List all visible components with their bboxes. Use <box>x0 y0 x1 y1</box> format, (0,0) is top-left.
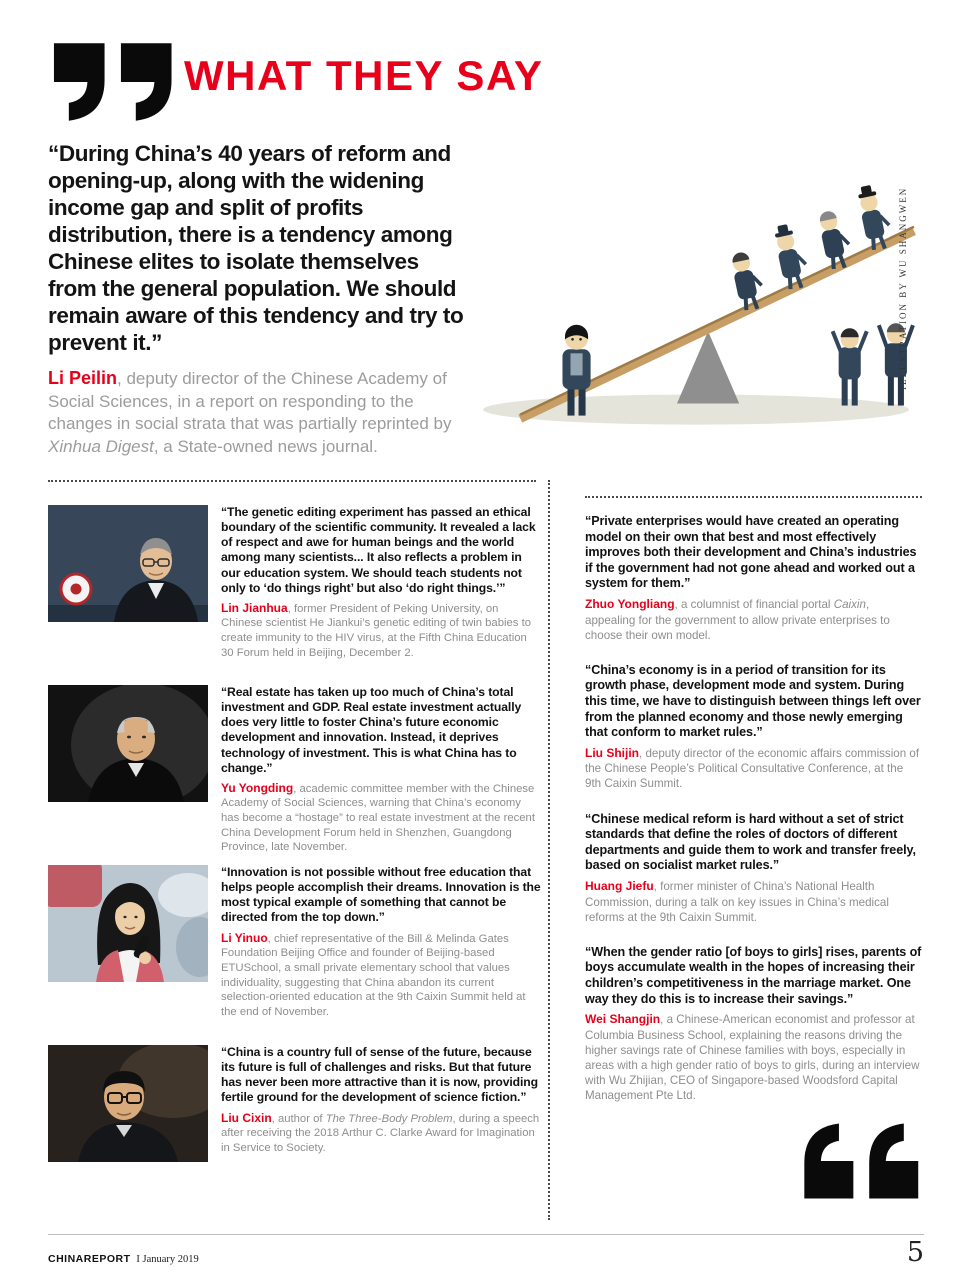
quote-text: “Real estate has taken up too much of China’s total investment and GDP. Real estate investment actually does very little to foster China’s future economic development and innovation. Instead, it deprives technology of investment. This is what China has to change.” <box>221 685 522 775</box>
attribution <box>585 746 922 792</box>
quote-entry-liu-shijin <box>585 663 922 792</box>
footer-left <box>48 1253 199 1265</box>
quote-text: “China is a country full of sense of the future, because its future is full of challenges and risks. But that future has never been more attractive than it is now, providing fertile ground for the development of science fiction.” <box>221 1045 538 1105</box>
quote-entry-yu-yongding <box>48 685 541 855</box>
attribution <box>585 1012 922 1103</box>
speaker-name: Lin Jianhua <box>221 600 288 615</box>
feature-speaker-name: Li Peilin <box>48 368 118 388</box>
speaker-name: Wei Shangjin <box>585 1012 661 1027</box>
dotted-divider-left <box>48 480 536 482</box>
attribution <box>221 931 541 1020</box>
attribution <box>221 1111 541 1156</box>
feature-speaker-desc: , deputy director of the Chinese Academy of Social Sciences, in a report on responding to the changes in social strata that was partially reprinted by Xinhua Digest, a State-owned news journal. <box>48 369 452 456</box>
photo-liu-cixin <box>48 1045 208 1162</box>
speaker-desc: , a columnist of financial portal Caixin, appealing for the government to allow private enterprises to choose their own model. <box>585 598 890 642</box>
speaker-name: Liu Cixin <box>221 1110 272 1125</box>
closing-quote-glyph <box>800 1118 924 1204</box>
photo-liu-cixin-svg <box>48 1045 208 1162</box>
quote-entry-li-yinuo <box>48 865 541 1020</box>
opening-quote-glyph <box>48 38 176 126</box>
speaker-name: Huang Jiefu <box>585 878 654 893</box>
issue-date: I January 2019 <box>136 1253 199 1265</box>
seesaw-illustration <box>450 112 922 444</box>
dotted-divider-right <box>585 496 922 498</box>
photo-lin-jianhua-svg <box>48 505 208 622</box>
speaker-desc: , former minister of China’s National Health Commission, during a talk on key issues in China’s medical reforms at the 9th Caixin Summit. <box>585 879 889 924</box>
photo-li-yinuo <box>48 865 208 982</box>
quote-entry-wei-shangjin <box>585 945 922 1103</box>
page-number: 5 <box>906 1237 924 1268</box>
speaker-name: Liu Shijin <box>585 745 639 760</box>
quote-text: “Chinese medical reform is hard without a set of strict standards that define the roles of doctors of different departments and guide them to work and transfer freely, based on socialist market rules.” <box>585 811 916 873</box>
photo-li-yinuo-svg <box>48 865 208 982</box>
page-title: WHAT THEY SAY <box>184 52 544 99</box>
speaker-desc: , former President of Peking University, on Chinese scientist He Jiankui’s genetic editing of twin babies to create immunity to the HIV virus, at the Fifth China Education 30 Forum held in Beijing, December 2. <box>221 602 532 659</box>
closing-quote-icon <box>800 1118 924 1204</box>
quote-entry-huang-jiefu <box>585 812 922 925</box>
attribution <box>585 597 922 643</box>
illustration-credit: ILLUSTRATION BY WU SHANGWEN <box>898 186 908 390</box>
feature-quote-text: “During China’s 40 years of reform and opening-up, along with the widening income gap and split of profits distribution, there is a tendency among Chinese elites to isolate themselves from the general population. We should remain aware of this tendency and try to prevent it.” <box>48 141 464 355</box>
attribution <box>221 601 541 661</box>
attribution <box>585 879 922 925</box>
feature-attribution <box>48 367 464 458</box>
quote-text: “Innovation is not possible without free education that helps people accomplish their dreams. Innovation is the most typical example of something that cannot be directed from the top down.” <box>221 865 541 925</box>
quote-text: “When the gender ratio [of boys to girls] rises, parents of boys accumulate wealth in the hopes of increasing their children’s competitiveness in the marriage market. One way they do this is to increase their savings.” <box>585 944 922 1006</box>
quote-entry-lin-jianhua <box>48 505 541 660</box>
feature-quote-block <box>48 140 464 458</box>
quote-text: “The genetic editing experiment has passed an ethical boundary of the scientific community. It revealed a lack of respect and awe for human beings and the world among many scientists... It also reflects a problem in our education system. We should teach students not only to ‘do things right’ but also ‘do right things.’” <box>221 505 536 595</box>
speaker-name: Li Yinuo <box>221 930 268 945</box>
speaker-desc: , author of The Three-Body Problem, during a speech after receiving the 2018 Arthur C. Clarke Award for Imagination in Service to Society. <box>221 1112 540 1154</box>
right-quote-column <box>585 514 922 1123</box>
photo-yu-yongding-svg <box>48 685 208 802</box>
opening-quote-icon <box>48 38 176 126</box>
page-footer <box>48 1234 924 1268</box>
speaker-desc: , deputy director of the economic affairs commission of the Chinese People’s Political Consultative Conference, at the 9th Caixin Summit. <box>585 746 920 791</box>
quote-text: “Private enterprises would have created an operating model on their own that best and most effectively improves both their development and China’s industries if the government had not gone ahead and worked out a system for them.” <box>585 514 917 591</box>
photo-yu-yongding <box>48 685 208 802</box>
dotted-divider-vertical <box>548 480 550 1220</box>
magazine-name: CHINAREPORT <box>48 1252 131 1265</box>
attribution <box>221 781 541 855</box>
quote-entry-liu-cixin <box>48 1045 541 1162</box>
quote-entry-zhuo-yongliang <box>585 514 922 643</box>
speaker-desc: , a Chinese-American economist and professor at Columbia Business School, explaining the reasons driving the higher savings rate of Chinese families with boys, especially in areas with a high gender ratio of boys to girls, during an interview with Wu Zhijian, CEO of Singapore-based Woodsford Capital Management Pte Ltd. <box>585 1013 920 1102</box>
speaker-desc: , academic committee member with the Chinese Academy of Social Sciences, warning that China’s economy has become a “hostage” to real estate investment at the recent China Development Forum held in Shenzhen, Guangdong Province, late November. <box>221 782 535 854</box>
quote-text: “China’s economy is in a period of transition for its growth phase, development mode and system. During this time, we have to distinguish between things left over from the planned economy and those newly emerging that conform to market rules.” <box>585 662 921 740</box>
speaker-name: Zhuo Yongliang <box>585 597 675 612</box>
seesaw-illustration-svg <box>450 112 922 444</box>
photo-lin-jianhua <box>48 505 208 622</box>
speaker-name: Yu Yongding <box>221 780 294 795</box>
speaker-desc: , chief representative of the Bill & Melinda Gates Foundation Beijing Office and founder of Beijing-based ETUSchool, a small private elementary school that values individuality, suggesting that China abandon its current selection-oriented education at the 9th Caixin Summit held at the end of November. <box>221 932 526 1018</box>
